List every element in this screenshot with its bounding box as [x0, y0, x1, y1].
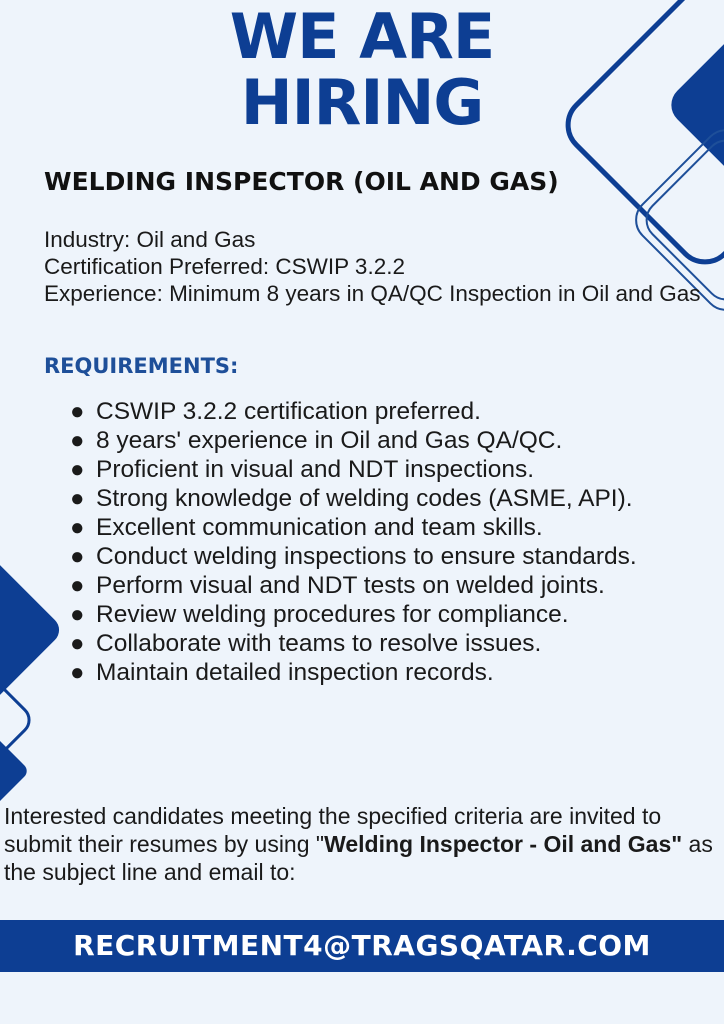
bullet-icon: ●	[70, 485, 85, 512]
bullet-icon: ●	[70, 601, 85, 628]
headline-line-2: HIRING	[240, 66, 484, 139]
certification-line: Certification Preferred: CSWIP 3.2.2	[44, 254, 405, 279]
email-banner	[0, 920, 724, 972]
bullet-icon: ●	[70, 427, 85, 454]
closing-text-before: Interested candidates meeting the specified criteria are invited to submit their resumes by using "	[4, 803, 662, 857]
email-address[interactable]: RECRUITMENT4@TRAGSQATAR.COM	[73, 929, 651, 962]
list-item	[70, 426, 696, 455]
bullet-icon: ●	[70, 543, 85, 570]
closing-text-after: as the subject line and email to:	[4, 831, 713, 885]
email-subject: Welding Inspector - Oil and Gas"	[324, 831, 683, 857]
left-diamond-solid-small	[0, 730, 30, 812]
experience-line: Experience: Minimum 8 years in QA/QC Inspection in Oil and Gas	[44, 281, 701, 306]
headline	[0, 0, 724, 139]
list-item	[70, 542, 696, 571]
list-item-text: 8 years' experience in Oil and Gas QA/QC.	[96, 427, 563, 454]
list-item	[70, 658, 696, 687]
list-item-text: Perform visual and NDT tests on welded joints.	[96, 572, 605, 599]
left-diamond-solid	[0, 545, 65, 715]
list-item	[70, 571, 696, 600]
list-item	[70, 484, 696, 513]
bullet-icon: ●	[70, 456, 85, 483]
bullet-icon: ●	[70, 398, 85, 425]
requirements-heading: REQUIREMENTS:	[44, 354, 239, 378]
job-details	[44, 226, 704, 307]
list-item	[70, 513, 696, 542]
list-item-text: Proficient in visual and NDT inspections.	[96, 456, 535, 483]
list-item	[70, 397, 696, 426]
closing-paragraph	[4, 802, 720, 886]
headline-line-1: WE ARE	[229, 0, 495, 73]
industry-line: Industry: Oil and Gas	[44, 227, 256, 252]
list-item	[70, 455, 696, 484]
list-item	[70, 600, 696, 629]
list-item-text: Strong knowledge of welding codes (ASME, API).	[96, 485, 633, 512]
bullet-icon: ●	[70, 659, 85, 686]
bullet-icon: ●	[70, 514, 85, 541]
requirements-list	[70, 397, 696, 687]
list-item-text: Excellent communication and team skills.	[96, 514, 543, 541]
bullet-icon: ●	[70, 572, 85, 599]
list-item-text: CSWIP 3.2.2 certification preferred.	[96, 398, 481, 425]
list-item-text: Conduct welding inspections to ensure standards.	[96, 543, 637, 570]
job-title: WELDING INSPECTOR (OIL AND GAS)	[44, 167, 559, 196]
list-item	[70, 629, 696, 658]
list-item-text: Maintain detailed inspection records.	[96, 659, 494, 686]
list-item-text: Review welding procedures for compliance.	[96, 601, 569, 628]
list-item-text: Collaborate with teams to resolve issues.	[96, 630, 542, 657]
bullet-icon: ●	[70, 630, 85, 657]
